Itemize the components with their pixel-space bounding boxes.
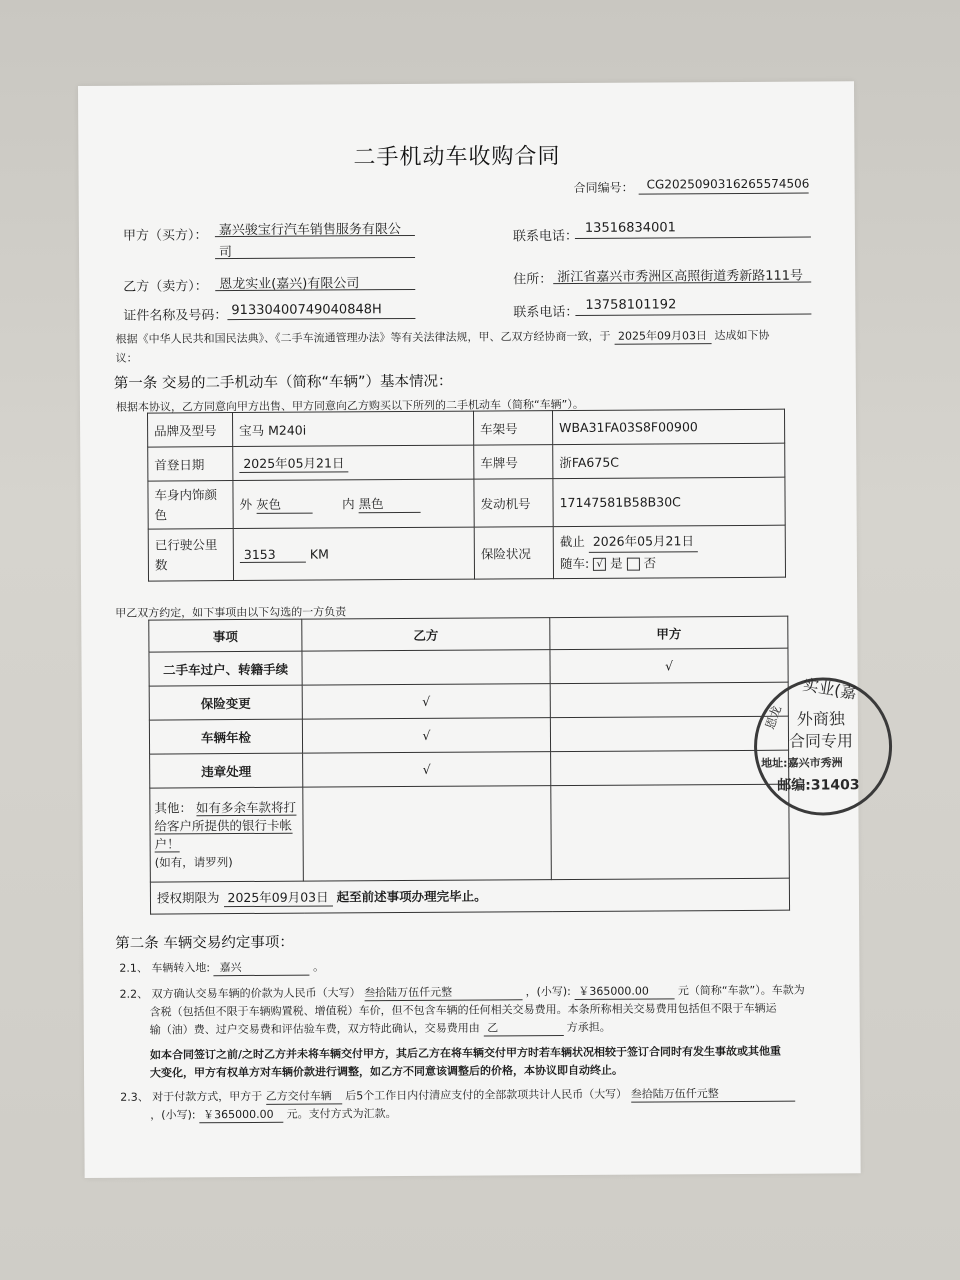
contract-page [78,81,861,1178]
clause-2-3-amount-words: 叁拾陆万伍仟元整 [631,1085,795,1103]
row-seller-mark: √ [303,752,551,788]
vehicle-info-table [147,409,786,582]
color-label-cell [148,481,233,530]
table-row [150,750,789,788]
reg-date-cell [233,445,474,480]
clause-2-2-line3-b: 方承担。 [566,1020,611,1035]
preamble-part-b: 达成如下协 [714,328,770,343]
clause-2-3-part-a: 对于付款方式，甲方于 [152,1089,263,1104]
buyer-name-cont: 司 [218,245,233,261]
header-item: 事项 [149,619,302,652]
row-seller-mark: √ [302,718,550,754]
color-label-cont: 色 [154,506,168,523]
row-buyer-mark [551,750,789,785]
row-item: 保险变更 [149,685,302,720]
row-item: 车辆年检 [149,719,302,754]
color-label: 车身内饰颜 [154,486,218,503]
clause-2-2-line3 [150,1019,611,1039]
no-checkbox[interactable] [627,558,640,571]
mileage-label-cell [148,529,233,582]
seal-text-c: 地址:嘉兴市秀洲 [761,756,843,770]
header-buyer: 甲方 [550,616,788,649]
with-car-label: 随车: [559,555,590,572]
clause-2-2-line3-a: 输（油）费、过户交易费和评估验车费，双方特此确认，交易费用由 [149,1021,480,1037]
clause-2-2-line2: 含税（包括但不限于车辆购置税、增值税）车价，但不包含车辆的任何相关交易费用。本条所称相关交易费用包括但不限于车辆运 [149,1001,777,1019]
color-value-cell [233,479,474,528]
vin-label: 车架号 [473,411,552,445]
article1-heading: 第一条 交易的二手机动车（简称“车辆”）基本情况： [113,373,453,392]
preamble-date: 2025年09月03日 [614,327,711,345]
seal-text-d: 邮编:31403 [777,777,860,794]
clause-2-1 [119,959,324,977]
other-cell [150,787,304,882]
mileage-cell [233,527,474,580]
yes-label: 是 [610,555,623,571]
plate-value: 浙FA675C [553,443,785,478]
clause-2-2-amount-num: ￥365000.00 [574,982,674,1000]
row-seller-mark [302,650,550,686]
contract-no: CG2025090316265574506 [646,176,810,192]
row-item: 违章处理 [150,753,303,788]
responsibilities-table [148,616,790,915]
other-seller [303,786,552,882]
other-label: 其他： [154,799,192,816]
seal-text-top: 实业(嘉 [801,674,858,703]
clause-2-3-method: 乙方交付车辆 [266,1087,342,1104]
row-item: 二手车过户、转籍手续 [149,651,302,686]
row-buyer-mark [550,716,788,751]
clause-2-3-line2 [150,1105,396,1124]
clause-2-2-amount-words: 叁拾陆万伍仟元整 [364,983,522,1001]
reg-date-value: 2025年05月21日 [239,453,348,473]
reg-date-label: 首登日期 [148,447,233,482]
vin-value: WBA31FA03S8F00900 [552,409,784,444]
interior-color: 黑色 [358,494,420,513]
seller-phone-label: 联系电话： [513,304,579,321]
buyer-phone: 13516834001 [584,220,676,236]
seal-text-side: 恩龙 [762,703,784,732]
mileage-value: 3153 [240,546,306,562]
adjustment-clause: 如本合同签订之前/之时乙方并未将车辆交付甲方，其后乙方在将车辆交付甲方时若车辆状况相较于签订合同时有发生事故或其他重 [149,1044,781,1062]
clause-2-1-text: 车辆转入地: [151,961,211,975]
preamble-text [115,327,769,348]
row-buyer-mark: √ [550,648,788,683]
seller-address-label: 住所： [513,272,553,288]
article2-heading: 第二条 车辆交易约定事项： [115,934,294,952]
insurance-until: 2026年05月21日 [589,530,698,553]
clause-2-3-amount-num: ￥365000.00 [199,1106,283,1124]
cert-label: 证件名称及号码： [123,308,228,324]
clause-2-3 [120,1085,795,1106]
header-seller: 乙方 [302,618,550,652]
table-row [149,648,788,686]
exterior-prefix: 外 [239,496,253,513]
cert-no: 91330400749040848H [231,302,382,319]
clause-2-1-no: 2.1、 [119,961,148,975]
mileage-label-cont: 数 [154,556,168,573]
table-row [149,716,788,754]
row-buyer-mark [550,682,788,717]
clause-2-3-part-d: 元。支付方式为汇款。 [286,1107,397,1121]
buyer-name: 嘉兴骏宝行汽车销售服务有限公 [218,222,401,239]
no-label: 否 [643,555,657,571]
other-buyer [551,784,790,879]
brand-value: 宝马 M240i [232,411,473,446]
interior-prefix: 内 [341,496,355,512]
insurance-cell [553,525,785,578]
other-text-end: 户！ [154,835,180,852]
seller-address: 浙江省嘉兴市秀洲区高照街道秀新路111号 [557,268,804,286]
mileage-label: 已行驶公里 [154,536,218,553]
deadline-date: 2025年09月03日 [223,887,332,907]
table-row [149,682,788,720]
clause-2-2-part-c: 元（简称“车款”）。车款为 [677,983,805,998]
insurance-label: 保险状况 [474,527,553,579]
exterior-color: 灰色 [256,495,312,514]
brand-label: 品牌及型号 [147,413,232,448]
seller-name: 恩龙实业(嘉兴)有限公司 [219,276,360,293]
adjustment-clause-cont: 大变化，甲方有权单方对车辆价款进行调整，如乙方不同意该调整后的价格，本协议即自动终止。 [149,1063,624,1080]
responsibilities-intro: 甲乙双方约定，如下事项由以下勾选的一方负责 [115,605,347,620]
row-seller-mark: √ [302,684,550,720]
contract-no-label: 合同编号： [573,180,634,195]
clause-2-2-part-b: ，(小写): [525,985,571,999]
deadline-cell [150,878,789,914]
deadline-suffix: 起至前述事项办理完毕止。 [336,888,487,905]
seller-label: 乙方（卖方）： [123,279,208,295]
clause-2-1-value: 嘉兴 [214,959,310,977]
clause-2-1-end: 。 [313,960,325,974]
seal-text-a: 外商独 [796,709,845,729]
article1-intro: 根据本协议，乙方同意向甲方出售、甲方同意向乙方购买以下所列的二手机动车（简称“车辆”）。 [115,397,584,414]
yes-checkbox[interactable]: √ [593,558,606,571]
preamble-cont: 议： [115,351,138,365]
engine-value: 17147581B58B30C [553,477,785,526]
other-text-cont: 给客户所提供的银行卡帐 [154,817,293,834]
buyer-phone-label: 联系电话： [512,228,578,245]
clause-2-3-no: 2.3、 [120,1090,149,1104]
buyer-label: 甲方（买方）： [122,228,208,244]
clause-2-3-part-c: ，(小写): [150,1108,196,1122]
clause-2-2-party: 乙 [483,1019,563,1036]
seller-phone: 13758101192 [585,297,677,313]
clause-2-2-part-a: 双方确认交易车辆的价款为人民币（大写） [151,986,361,1001]
clause-2-3-part-b: 后5个工作日内付清应支付的全部款项共计人民币（大写） [345,1087,628,1103]
other-hint: (如有，请罗列) [154,854,233,870]
mileage-unit: KM [309,545,329,562]
clause-2-2-no: 2.2、 [119,987,149,1001]
plate-label: 车牌号 [474,445,553,479]
other-text: 如有多余车款将打 [195,799,296,815]
engine-label: 发动机号 [474,479,553,527]
preamble-part-a: 根据《中华人民共和国民法典》、《二手车流通管理办法》等有关法律法规，甲、乙双方经协商一致，于 [115,329,611,346]
seal-text-b: 合同专用 [788,731,854,751]
insurance-until-prefix: 截止 [559,533,585,550]
company-seal [754,674,893,816]
page-title: 二手机动车收购合同 [353,144,561,171]
deadline-label: 授权期限为 [156,890,220,906]
